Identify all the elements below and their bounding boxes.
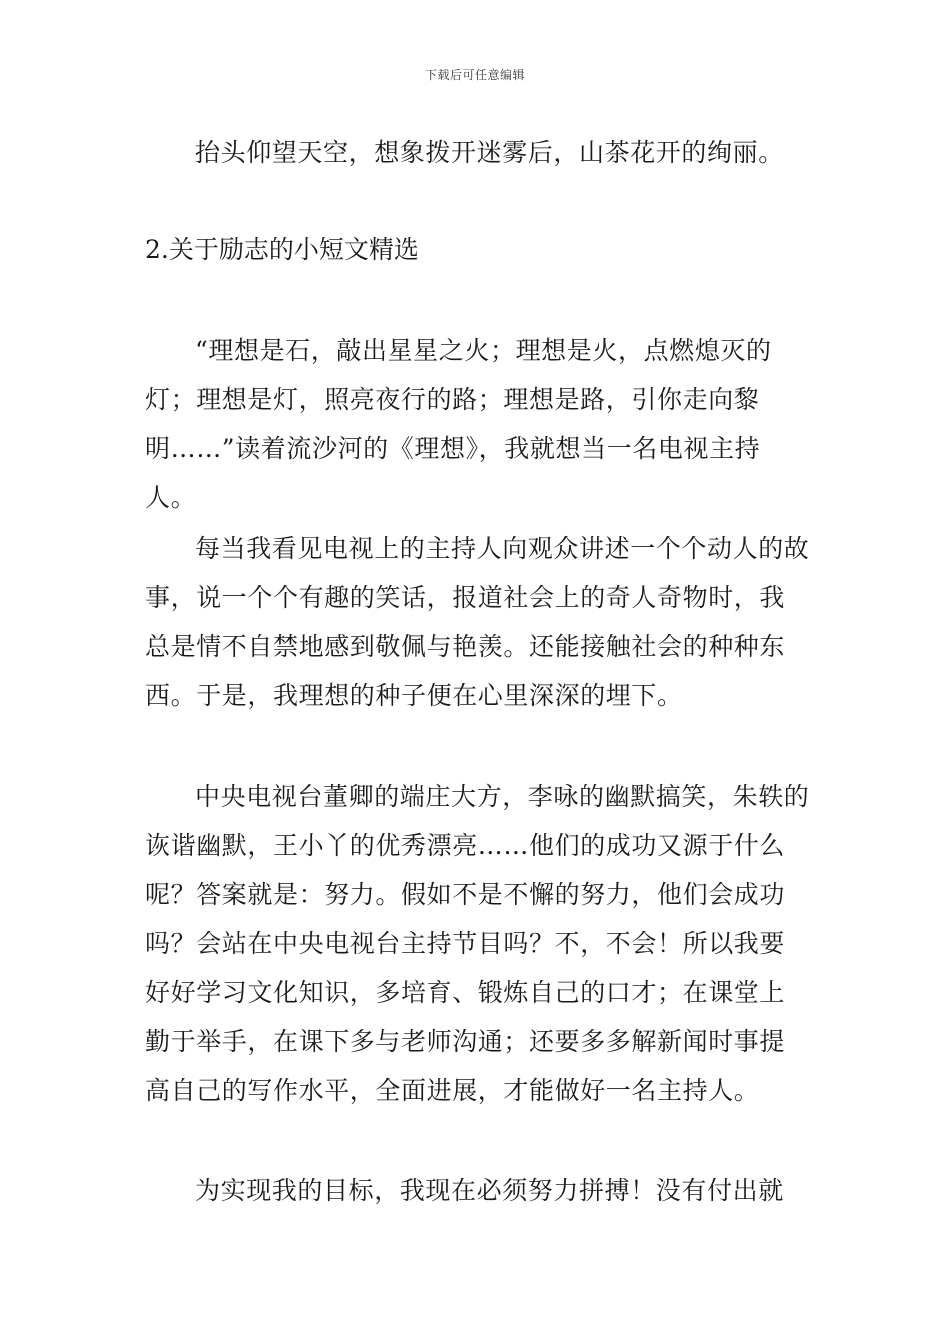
intro-line: 抬头仰望天空，想象拨开迷雾后，山茶花开的绚丽。 bbox=[195, 138, 784, 167]
section-heading: 2.关于励志的小短文精选 bbox=[145, 235, 419, 264]
header-note: 下载后可任意编辑 bbox=[424, 68, 525, 82]
paragraph-admiration: 每当我看见电视上的主持人向观众讲述一个个动人的故事，说一个个有趣的笑话，报道社会上的奇人奇物时，我总是情不自禁地感到敬佩与艳羡。还能接触社会的种种东西。于是，我理想的种子便在心里深深的埋下。 bbox=[145, 534, 810, 710]
paragraph-ideal-poem: “理想是石，敲出星星之火；理想是火，点燃熄灭的灯；理想是灯，照亮夜行的路；理想是路，引你走向黎明……”读着流沙河的《理想》，我就想当一名电视主持人。 bbox=[145, 336, 772, 512]
paragraph-hosts: 中央电视台董卿的端庄大方，李咏的幽默搞笑，朱轶的诙谐幽默，王小丫的优秀漂亮……他们的成功又源于什么呢？答案就是：努力。假如不是不懈的努力，他们会成功吗？会站在中央电视台主持节目吗？不，不会！所以我要好好学习文化知识，多培育、锻炼自己的口才；在课堂上勤于举手，在课下多与老师沟通；还要多多解新闻时事提高自己的写作水平，全面进展，才能做好一名主持人。 bbox=[145, 782, 810, 1105]
paragraph-goal: 为实现我的目标，我现在必须努力拼搏！没有付出就 bbox=[195, 1176, 784, 1205]
